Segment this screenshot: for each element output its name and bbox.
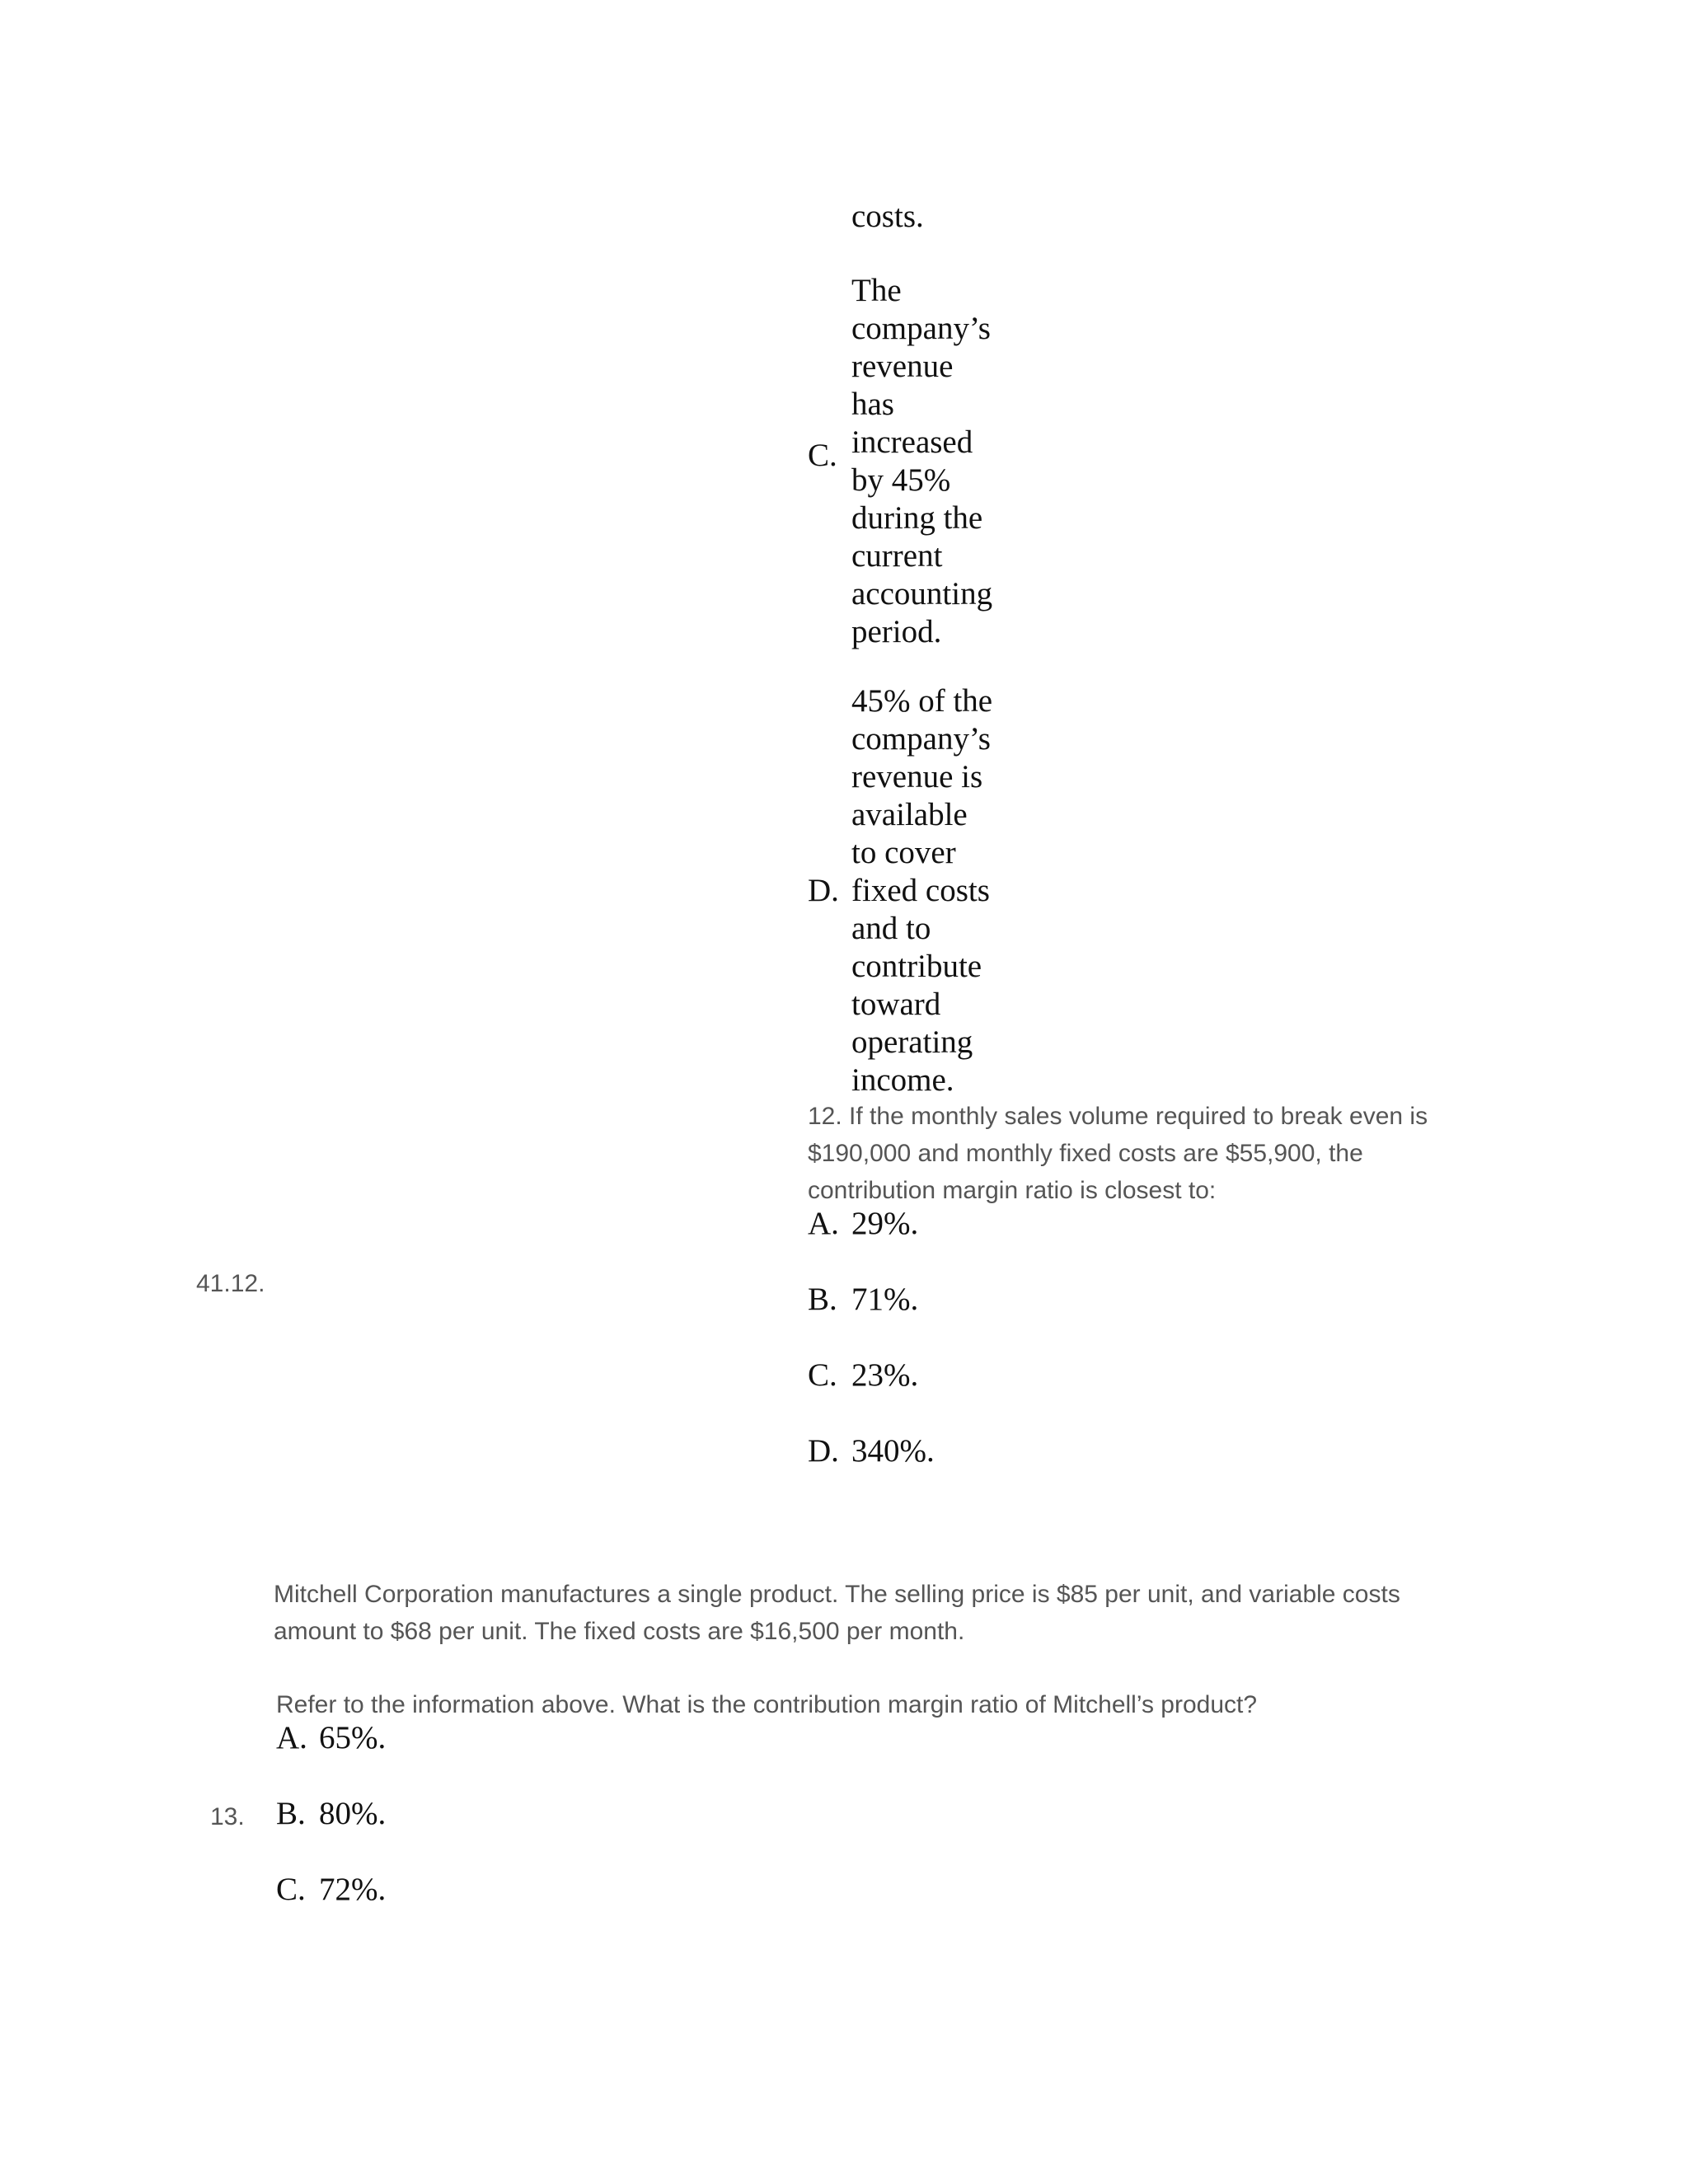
question-12-option-c[interactable] xyxy=(808,1357,919,1394)
option-letter: C. xyxy=(808,1357,837,1393)
option-letter: A. xyxy=(276,1720,307,1755)
option-c-line: period. xyxy=(851,614,942,649)
question-13-options xyxy=(276,1719,387,1909)
option-d-line: income. xyxy=(851,1062,954,1098)
question-13-option-a[interactable] xyxy=(276,1719,387,1757)
question-12-option-b[interactable] xyxy=(808,1281,919,1319)
option-d-line: contribute xyxy=(851,949,982,984)
option-c-text xyxy=(851,272,992,651)
option-c-letter: C. xyxy=(808,438,837,473)
question-12-option-a[interactable] xyxy=(808,1205,919,1243)
question-13-context-line: Mitchell Corporation manufactures a single product. The selling price is $85 per unit, and variable costs xyxy=(274,1581,1400,1608)
question-13-option-c[interactable] xyxy=(276,1871,387,1909)
continuation-text xyxy=(851,198,924,236)
option-c-line: current xyxy=(851,538,943,574)
question-13-context-line: amount to $68 per unit. The fixed costs are $16,500 per month. xyxy=(274,1618,965,1645)
question-12-options xyxy=(808,1205,935,1470)
option-letter: C. xyxy=(276,1872,306,1907)
option-d-line: revenue is xyxy=(851,759,983,794)
option-c-line: The xyxy=(851,273,902,308)
option-c-line: by 45% xyxy=(851,462,951,498)
option-c-line: increased xyxy=(851,424,973,460)
option-d-line: toward xyxy=(851,987,941,1022)
option-c-line: during the xyxy=(851,500,983,536)
continuation-line: costs. xyxy=(851,199,924,234)
option-text: 65%. xyxy=(319,1720,387,1755)
option-d-line: and to xyxy=(851,911,931,946)
option-text: 340%. xyxy=(851,1433,935,1469)
question-12-option-d[interactable] xyxy=(808,1432,935,1470)
option-letter: D. xyxy=(808,1433,839,1469)
option-d-line: fixed costs xyxy=(851,873,990,908)
option-letter: B. xyxy=(276,1796,306,1831)
option-text: 23%. xyxy=(851,1357,919,1393)
option-text: 71%. xyxy=(851,1282,919,1317)
option-text: 80%. xyxy=(319,1796,387,1831)
question-13-context xyxy=(274,1576,1400,1650)
option-c-line: company’s xyxy=(851,311,991,346)
option-d-line: available xyxy=(851,797,968,832)
option-text: 72%. xyxy=(319,1872,387,1907)
question-13-option-b[interactable] xyxy=(276,1795,387,1833)
option-text: 29%. xyxy=(851,1206,919,1241)
option-d-line: company’s xyxy=(851,721,991,757)
question-12-outer-number: 41.12. xyxy=(196,1270,265,1297)
question-12-stem-line: 12. If the monthly sales volume required to break even is xyxy=(808,1103,1428,1130)
option-d-letter: D. xyxy=(808,873,839,908)
question-12-stem-line: contribution margin ratio is closest to: xyxy=(808,1177,1217,1204)
option-letter: A. xyxy=(808,1206,839,1241)
question-13-stem: Refer to the information above. What is the contribution margin ratio of Mitchell’s product? xyxy=(276,1691,1258,1718)
question-12-stem xyxy=(808,1098,1428,1209)
question-12-stem-line: $190,000 and monthly fixed costs are $55,900, the xyxy=(808,1140,1363,1167)
option-d-line: 45% of the xyxy=(851,683,993,719)
option-c-line: accounting xyxy=(851,576,993,612)
option-d-text xyxy=(851,682,992,1099)
option-d-line: operating xyxy=(851,1024,973,1060)
question-13-number: 13. xyxy=(210,1803,245,1830)
option-letter: B. xyxy=(808,1282,837,1317)
option-d-line: to cover xyxy=(851,835,956,870)
option-c-line: has xyxy=(851,387,894,422)
option-c-line: revenue xyxy=(851,349,954,384)
